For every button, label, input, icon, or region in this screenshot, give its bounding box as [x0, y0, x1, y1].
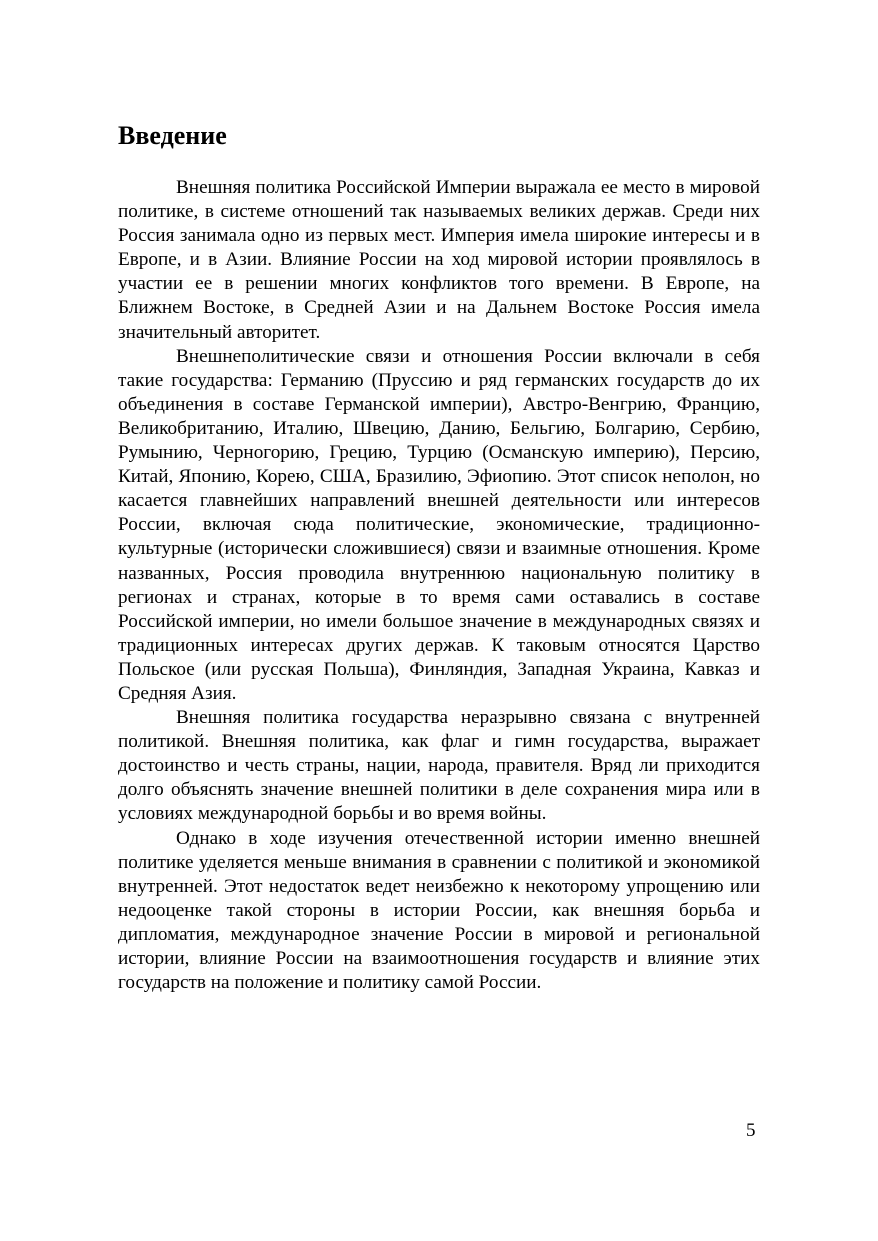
paragraph-2: Внешнеполитические связи и отношения России включали в себя такие государства: Германию (Пруссию и ряд германских государств до их объединения в составе Германской империи), Австро-Венгрию, Францию, Великобританию, Италию, Швецию, Данию, Бельгию, Болгарию, Сербию, Румынию, Черногорию, Грецию, Турцию (Османскую империю), Персию, Китай, Японию, Корею, США, Бразилию, Эфиопию. Этот список неполон, но касается главнейших направлений внешней деятельности или интересов России, включая сюда политические, экономические, традиционно-культурные (исторически сложившиеся) связи и взаимные отношения. Кроме названных, Россия проводила внутреннюю национальную политику в регионах и странах, которые в то время сами оставались в составе Российской империи, но имели большое значение в международных связях и традиционных интересах других держав. К таковым относятся Царство Польское (или русская Польша), Финляндия, Западная Украина, Кавказ и Средняя Азия. — [118, 345, 760, 704]
paragraph-3: Внешняя политика государства неразрывно связана с внутренней политикой. Внешняя политика, как флаг и гимн государства, выражает достоинство и честь страны, нации, народа, правителя. Вряд ли приходится долго объяснять значение внешней политики в деле сохранения мира или в условиях международной борьбы и во время войны. — [118, 707, 760, 825]
page-number: 5 — [746, 1120, 756, 1141]
page-title: Введение — [118, 121, 227, 150]
paragraph-1: Внешняя политика Российской Империи выражала ее место в мировой политике, в системе отношений так называемых великих держав. Среди них Россия занимала одно из первых мест. Империя имела широкие интересы и в Европе, и в Азии. Влияние России на ход мировой истории проявлялось в участии ее в решении многих конфликтов того времени. В Европе, на Ближнем Востоке, в Средней Азии и на Дальнем Востоке Россия имела значительный авторитет. — [118, 177, 760, 343]
paragraph-4: Однако в ходе изучения отечественной истории именно внешней политике уделяется меньше внимания в сравнении с политикой и экономикой внутренней. Этот недостаток ведет неизбежно к некоторому упрощению или недооценке такой стороны в истории России, как внешняя борьба и дипломатия, международное значение России в мировой и региональной истории, влияние России на взаимоотношения государств и влияние этих государств на положение и политику самой России. — [118, 827, 760, 994]
document-page — [118, 0, 760, 1241]
body-text — [118, 176, 760, 995]
